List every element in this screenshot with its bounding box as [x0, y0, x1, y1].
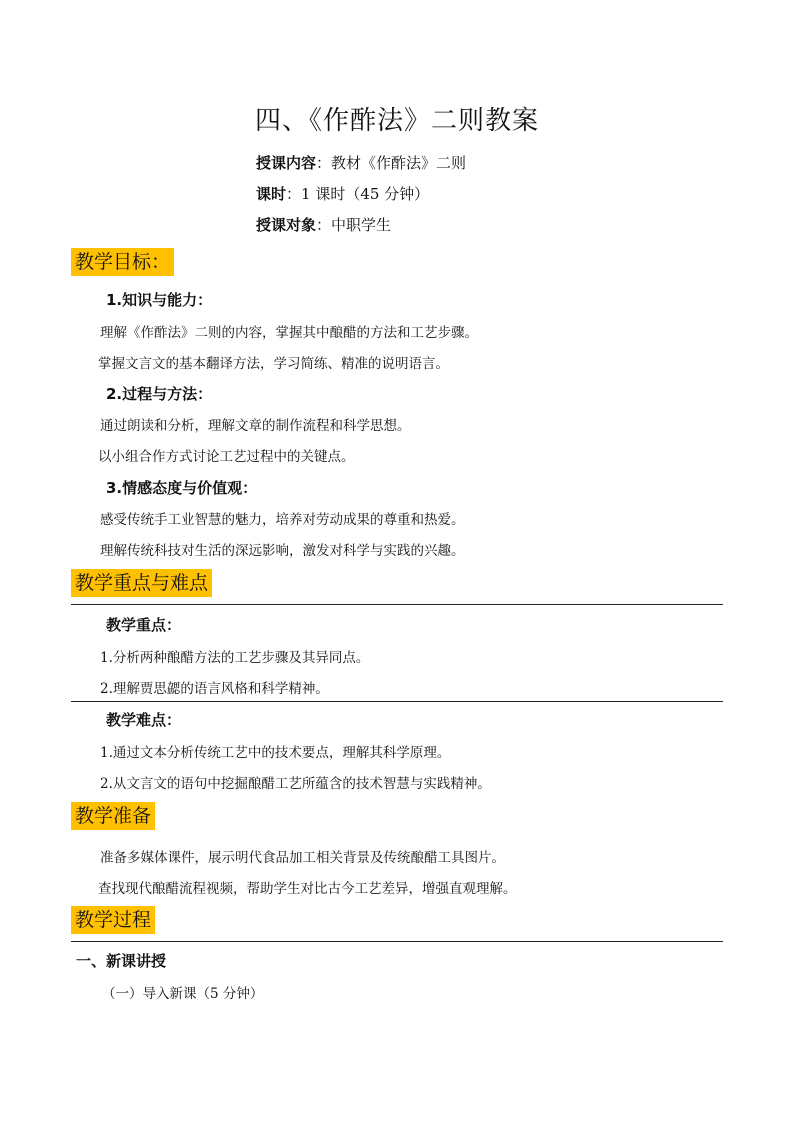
knowledge-line-2: 掌握文言文的基本翻译方法，学习简练、精准的说明语言。 [98, 356, 449, 372]
content-label: 授课内容 [256, 154, 317, 172]
preparation-heading: 教学准备 [71, 802, 155, 830]
knowledge-line-1: 理解《作酢法》二则的内容，掌握其中酿醋的方法和工艺步骤。 [100, 325, 478, 341]
part-one-title: 一、新课讲授 [76, 952, 167, 970]
key-points-heading: 教学重点与难点 [71, 569, 212, 597]
knowledge-title: 1.知识与能力： [106, 291, 213, 309]
duration-label: 课时 [256, 185, 287, 203]
difficulty-title: 教学难点： [106, 711, 182, 729]
meta-audience-line [256, 214, 391, 235]
process-heading: 教学过程 [71, 906, 155, 934]
focus-title: 教学重点： [106, 616, 182, 634]
objectives-heading: 教学目标： [71, 248, 174, 276]
process-method-line-1: 通过朗读和分析，理解文章的制作流程和科学思想。 [100, 418, 411, 434]
section-divider [71, 701, 723, 702]
emotion-line-2: 理解传统科技对生活的深远影响，激发对科学与实践的兴趣。 [100, 543, 465, 559]
content-value: ：教材《作酢法》二则 [316, 154, 467, 172]
section-divider [71, 604, 723, 605]
difficulty-line-2: 2.从文言文的语句中挖掘酿醋工艺所蕴含的技术智慧与实践精神。 [100, 776, 491, 792]
document-title: 四、《作酢法》二则教案 [254, 106, 539, 136]
audience-label: 授课对象 [256, 216, 317, 234]
emotion-line-1: 感受传统手工业智慧的魅力，培养对劳动成果的尊重和热爱。 [100, 512, 465, 528]
difficulty-line-1: 1.通过文本分析传统工艺中的技术要点，理解其科学原理。 [100, 745, 451, 761]
meta-content-line [256, 152, 466, 173]
meta-duration-line [256, 183, 429, 204]
duration-value: ：1 课时（45 分钟） [286, 185, 430, 203]
process-method-title: 2.过程与方法： [106, 385, 213, 403]
focus-line-1: 1.分析两种酿醋方法的工艺步骤及其异同点。 [100, 650, 370, 666]
part-one-subtitle: （一）导入新课（5 分钟） [102, 986, 264, 1002]
section-divider [71, 941, 723, 942]
emotion-title: 3.情感态度与价值观： [106, 479, 258, 497]
preparation-line-2: 查找现代酿醋流程视频，帮助学生对比古今工艺差异，增强直观理解。 [98, 881, 517, 897]
focus-line-2: 2.理解贾思勰的语言风格和科学精神。 [100, 681, 329, 697]
preparation-line-1: 准备多媒体课件，展示明代食品加工相关背景及传统酿醋工具图片。 [100, 850, 505, 866]
audience-value: ：中职学生 [316, 216, 392, 234]
process-method-line-2: 以小组合作方式讨论工艺过程中的关键点。 [98, 449, 355, 465]
